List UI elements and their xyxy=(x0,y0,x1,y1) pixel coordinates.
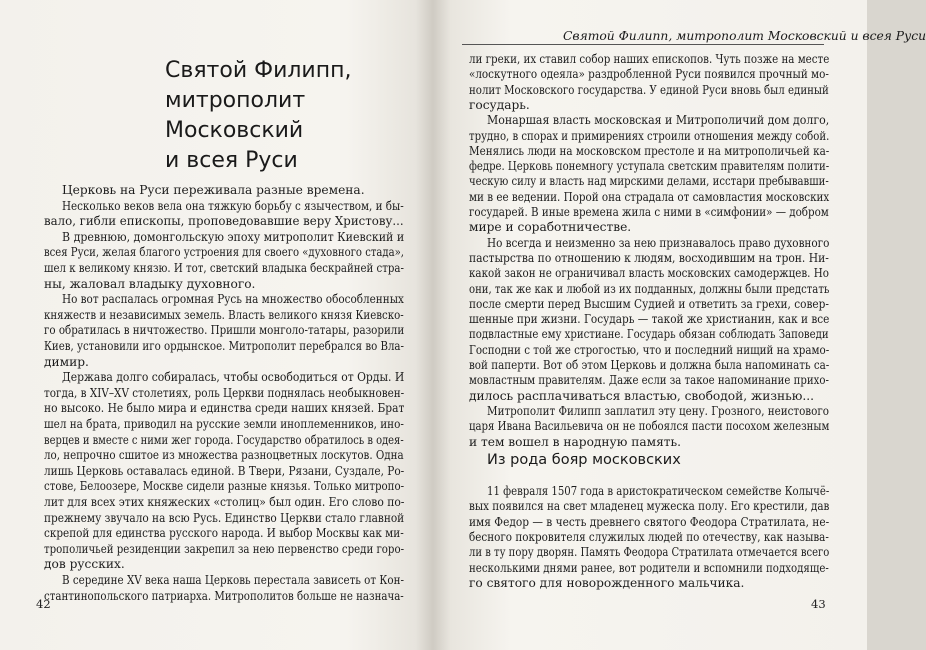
text-line: несколькими днями ранее, вот родители и вспомнили подходяще- xyxy=(469,560,829,575)
text-line: после смерти перед Высшим Судией и ответить за грехи, совер- xyxy=(469,296,829,311)
text-line: Несколько веков вела она тяжкую борьбу с язычеством, и бы- xyxy=(62,198,404,213)
text-line: ны, жаловал владыку духовного. xyxy=(44,276,256,291)
text-line: Монаршая власть московская и Митрополичий дом долго, xyxy=(487,113,830,128)
text-line: нолит Московского государства. У единой Руси вновь был единый xyxy=(469,82,829,97)
text-line: какой закон не ограничивал власть московских самодержцев. Но xyxy=(469,266,829,281)
text-line: го святого для новорожденного мальчика. xyxy=(469,575,745,590)
section-heading: Из рода бояр московских xyxy=(487,452,681,468)
text-line: ческую силу и власть над мирскими делами, исстари пребывавши- xyxy=(469,174,829,189)
text-line: вых появился на свет младенец мужеска полу. Его крестили, дав xyxy=(469,499,830,514)
text-line: лит для всех этих княжеских «столиц» был один. Его слово по- xyxy=(44,495,405,509)
text-line: Церковь на Руси переживала разные времена. xyxy=(62,183,365,197)
text-line: мире и соработничестве. xyxy=(469,220,632,235)
text-line: В середине XV века наша Церковь перестала зависеть от Кон- xyxy=(62,573,404,587)
text-line: стантинопольского патриарха. Митрополитов больше не назнача- xyxy=(44,588,404,603)
text-line: верцев и вместе с ними жег города. Государство обратилось в одея- xyxy=(44,432,404,447)
running-head-rule xyxy=(462,44,824,45)
text-line: княжеств и независимых земель. Власть великого князя Киевско- xyxy=(44,307,404,322)
text-line: ло, непрочно сшитое из множества разноцветных лоскутов. Одна xyxy=(44,448,404,463)
text-line: пастырства по отношению к людям, восходившим на трон. Ни- xyxy=(469,250,829,265)
text-line: дов русских. xyxy=(44,557,125,572)
text-line: имя Федор — в честь древнего святого Феодора Стратилата, не- xyxy=(469,514,830,529)
text-line: Киев, установили иго ордынское. Митрополит перебрался во Вла- xyxy=(44,339,404,353)
text-line: дилось расплачиваться властью, свободой, жизнью... xyxy=(469,388,814,403)
text-line: стове, Белоозере, Москве сидели разные князья. Только митропо- xyxy=(44,479,405,494)
text-line: Митрополит Филипп заплатил эту цену. Грозного, неистового xyxy=(487,403,829,418)
page-number-left: 42 xyxy=(36,597,51,611)
text-line: подвластные ему христиане. Государь обязан соблюдать Заповеди xyxy=(469,327,829,342)
text-line: ми в ее ведении. Порой она страдала от самовластия московских xyxy=(469,189,830,204)
text-line: шел на брата, приводил на русские земли иноплеменников, ино- xyxy=(44,417,404,431)
text-line: царя Ивана Васильевича он не побоялся пасти посохом железным xyxy=(469,419,830,434)
text-line: всея Руси, желая благого устроения для своего «духовного стада», xyxy=(44,245,404,260)
text-line: вой паперти. Вот об этом Церковь и должна была напоминать са- xyxy=(469,358,830,372)
text-line: го обратилась в ничтожество. Пришли монголо-татары, разорили xyxy=(44,323,405,338)
page-number-right: 43 xyxy=(811,597,826,611)
text-line: тогда, в XIV–XV столетиях, роль Церкви поднялась необыкновен- xyxy=(44,385,405,400)
text-line: прежнему звучало на всю Русь. Единство Церкви стало главной xyxy=(44,510,405,525)
text-line: димир. xyxy=(44,354,89,369)
text-line: Но всегда и неизменно за нею признавалось право духовного xyxy=(487,235,830,250)
text-line: Менялись люди на московском престоле и на митрополичьей ка- xyxy=(469,143,830,158)
text-line: скрепой для единства русского народа. И выбор Москвы как ми- xyxy=(44,526,404,541)
text-line: 11 февраля 1507 года в аристократическом семействе Колычё- xyxy=(487,484,830,498)
text-line: трополичьей резиденции закрепил за нею первенство среди горо- xyxy=(44,541,405,556)
text-line: шенные при жизни. Государь — такой же христианин, как и все xyxy=(469,312,830,327)
chapter-title-line: Святой Филипп, xyxy=(165,58,352,83)
running-head: Святой Филипп, митрополит Московский и всея Руси xyxy=(563,29,926,43)
text-line: В древнюю, домонгольскую эпоху митрополит Киевский и xyxy=(62,229,405,244)
text-line: федре. Церковь понемногу уступала светским правителям полити- xyxy=(469,159,830,174)
text-line: они, так же как и любой из их подданных, должны были предстать xyxy=(469,281,830,296)
text-line: ли в ту пору дворян. Память Феодора Стратилата отмечается всего xyxy=(469,545,830,560)
text-line: Держава долго собиралась, чтобы освободиться от Орды. И xyxy=(62,370,405,385)
text-line: вало, гибли епископы, проповедовавшие веру Христову... xyxy=(44,214,404,229)
text-line: и тем вошел в народную память. xyxy=(469,434,682,449)
text-line: мовластным правителям. Даже если за такое напоминание прихо- xyxy=(469,373,829,388)
text-line: трудно, в спорах и примирениях строили отношения между собой. xyxy=(469,128,830,143)
text-line: ли греки, их ставил собор наших епископов. Чуть позже на месте xyxy=(469,52,830,66)
text-line: бесного покровителя служилых людей по отечеству, как называ- xyxy=(469,529,829,544)
text-line: шел к великому князю. И тот, светский владыка бескрайней стра- xyxy=(44,261,404,275)
text-line: государей. В иные времена жила с ними в «симфонии» — добром xyxy=(469,205,829,219)
text-line: «лоскутного одеяла» раздробленной Руси появился прочный мо- xyxy=(469,67,829,82)
chapter-title xyxy=(165,56,351,176)
chapter-title-line: Московский xyxy=(165,118,304,143)
text-line: Но вот распалась огромная Русь на множество обособленных xyxy=(62,292,404,307)
text-line: но высоко. Не было мира и единства среди наших князей. Брат xyxy=(44,401,405,416)
text-line: государь. xyxy=(469,97,530,112)
chapter-title-line: митрополит xyxy=(165,88,306,113)
text-line: лишь Церковь оставалась единой. В Твери, Рязани, Суздале, Ро- xyxy=(44,463,405,478)
text-line: Господни с той же строгостью, что и последний нищий на храмо- xyxy=(469,342,830,357)
chapter-title-line: и всея Руси xyxy=(165,148,298,173)
